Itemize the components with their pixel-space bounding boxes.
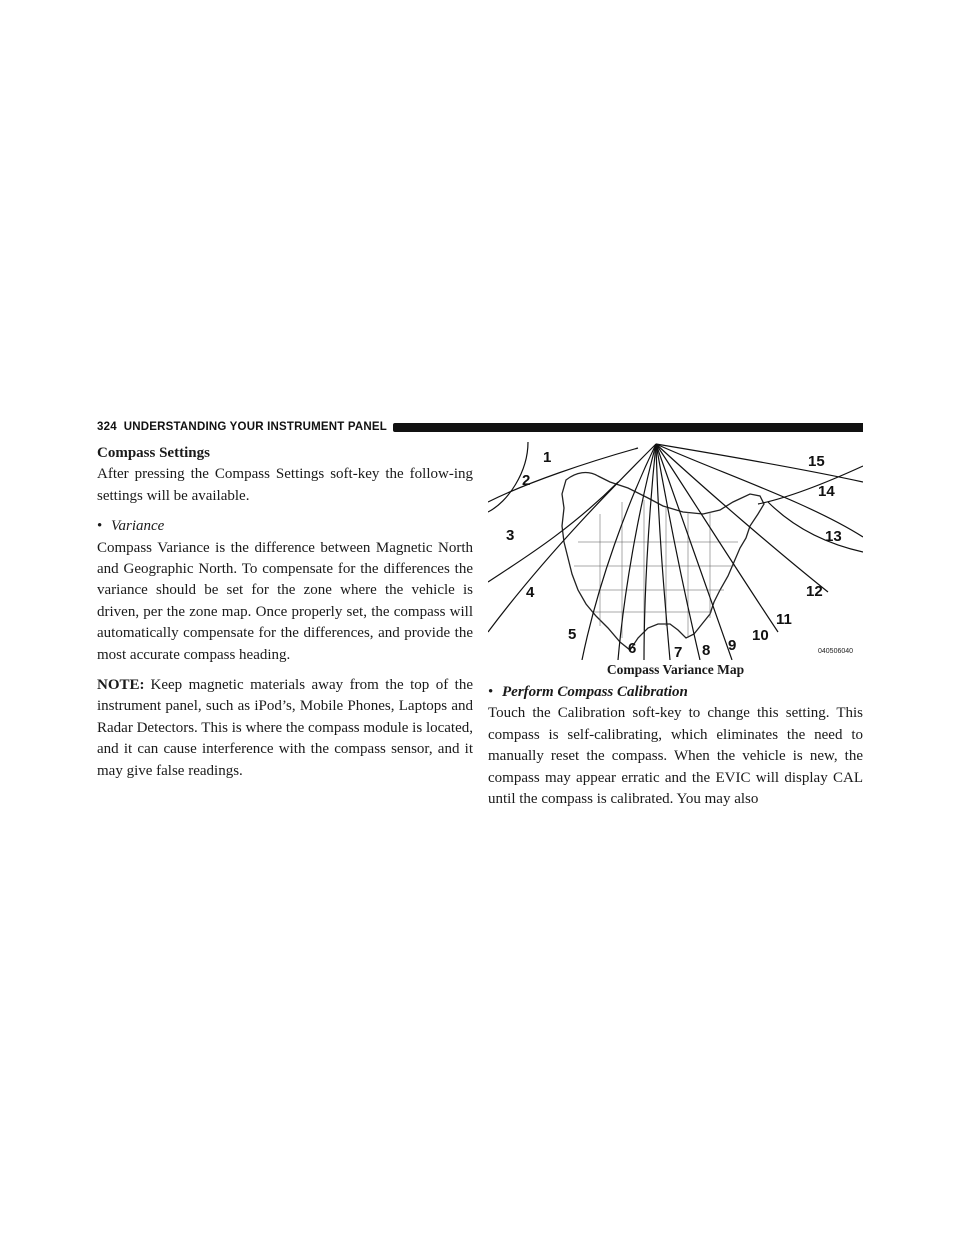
zone-label-6: 6 [628, 640, 637, 657]
calibration-paragraph: Touch the Calibration soft-key to change this setting. This compass is self-calibrating, which eliminates the need to manually reset the compass. When the vehicle is new, the compass may appear erratic and the EVIC will display CAL until the compass is calibrated. You may also [488, 705, 863, 808]
figure-code: 040506040 [818, 648, 854, 655]
zone-label-7: 7 [674, 644, 683, 660]
zone-label-3: 3 [506, 527, 515, 544]
section-title: UNDERSTANDING YOUR INSTRUMENT PANEL [123, 421, 387, 433]
header-rule [393, 423, 863, 432]
zone-label-4: 4 [526, 584, 535, 601]
calibration-label: Perform Compass Calibration [502, 684, 688, 700]
zone-label-12: 12 [806, 583, 823, 600]
zone-label-14: 14 [818, 483, 835, 500]
zone-label-13: 13 [825, 528, 842, 545]
zone-label-11: 11 [776, 611, 792, 628]
zone-label-2: 2 [522, 472, 531, 489]
zone-label-15: 15 [808, 453, 825, 470]
zone-label-5: 5 [568, 626, 577, 643]
zone-label-10: 10 [752, 627, 769, 644]
zone-map-svg [488, 442, 863, 660]
page-header [97, 418, 863, 436]
variance-paragraph: Compass Variance is the difference between Magnetic North and Geographic North. To compensate for the differences the variance should be set for the zone where the vehicle is driven, per the zone map. Once properly set, the compass will automatically compensate for the differences, and provide the most accurate compass heading. [97, 539, 473, 663]
page-number: 324 [97, 421, 117, 433]
zone-label-1: 1 [543, 449, 552, 466]
figure-caption: Compass Variance Map [606, 662, 745, 677]
note-text: Keep magnetic materials away from the top of the instrument panel, such as iPod’s, Mobile Phones, Laptops and Radar Detectors. This is where the compass module is located, and it can cause interference with the compass sensor, and it may give false readings. [97, 677, 473, 779]
note-label: NOTE: [97, 677, 145, 694]
compass-variance-map [488, 442, 863, 660]
variance-bullet [97, 516, 473, 537]
bullet-icon: • [97, 518, 103, 535]
note-paragraph [97, 675, 473, 782]
left-column [97, 443, 473, 782]
zone-label-9: 9 [728, 637, 737, 654]
zone-label-8: 8 [702, 642, 711, 659]
intro-paragraph: After pressing the Compass Settings soft-key the follow-ing settings will be available. [97, 466, 473, 504]
right-column [488, 442, 863, 810]
compass-settings-heading: Compass Settings [97, 445, 210, 461]
variance-label: Variance [111, 518, 165, 535]
calibration-bullet [488, 682, 863, 703]
bullet-icon: • [488, 684, 494, 700]
